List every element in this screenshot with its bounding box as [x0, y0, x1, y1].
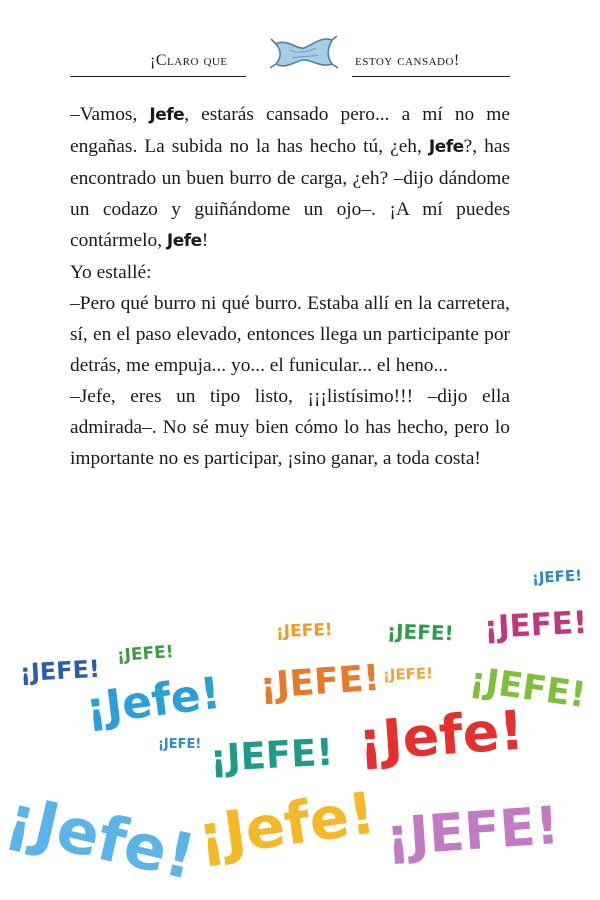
page-text — [70, 99, 510, 474]
jefe-emphasis: Jefe — [428, 137, 464, 157]
jefe-word: ¡JEFE! — [467, 660, 589, 717]
jefe-word: ¡JEFE! — [483, 604, 589, 646]
jefe-emphasis: Jefe — [166, 231, 202, 251]
paragraph-1 — [70, 99, 510, 257]
jefe-word: ¡JEFE! — [531, 566, 583, 587]
jefe-emphasis: Jefe — [149, 105, 185, 125]
jefe-word: ¡JEFE! — [386, 619, 455, 646]
jefe-word: ¡Jefe! — [193, 778, 380, 871]
jefe-word: ¡Jefe! — [0, 779, 203, 894]
text-run: ?, has encontrado un buen burro de carga, ¿eh? –dijo dándome un codazo y guiñándome un ojo–. ¡A mí puedes contármelo, — [70, 136, 510, 251]
jefe-word: ¡JEFE! — [158, 737, 202, 752]
text-run: , estarás cansado pero... a mí no me engañas. La subida no la has hecho tú, ¿eh, — [70, 104, 510, 157]
jefe-word: ¡JEFE! — [116, 642, 175, 666]
header-rule-left — [70, 76, 246, 77]
jefe-word: ¡Jefe! — [82, 667, 224, 735]
paragraph-3: –Pero qué burro ni qué burro. Estaba allí en la carretera, sí, en el paso elevado, entonces llega un participante por detrás, me empuja... yo... el funicular... el heno... — [70, 293, 510, 376]
header-rule-right — [352, 76, 510, 77]
jefe-word: ¡JEFE! — [383, 795, 562, 868]
jefe-word: ¡JEFE! — [275, 620, 333, 642]
header-title-right: estoy cansado! — [355, 52, 460, 69]
pillow-icon — [268, 30, 340, 74]
header-title-left: ¡Claro que — [150, 52, 228, 69]
jefe-word: ¡JEFE! — [19, 654, 101, 687]
paragraph-2: Yo estallé: — [70, 262, 152, 283]
jefe-word: ¡JEFE! — [208, 730, 335, 780]
jefe-word: ¡Jefe! — [355, 698, 526, 773]
jefe-word: ¡JEFE! — [382, 664, 434, 684]
text-run: –Vamos, — [70, 104, 150, 125]
paragraph-4: –Jefe, eres un tipo listo, ¡¡¡listísimo!!! –dijo ella admirada–. No sé muy bien cómo lo has hecho, pero lo importante no es participar, ¡sino ganar, a toda costa! — [70, 386, 510, 469]
jefe-word: ¡JEFE! — [258, 657, 382, 707]
text-run: ! — [201, 230, 209, 251]
running-header — [0, 0, 600, 90]
